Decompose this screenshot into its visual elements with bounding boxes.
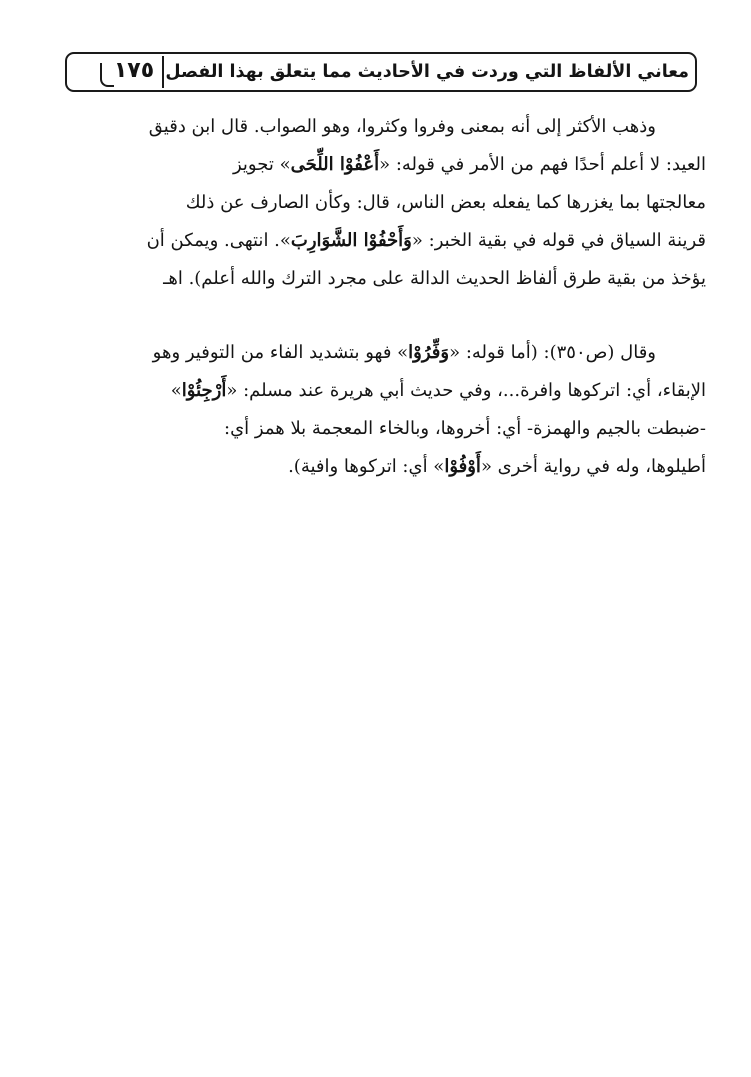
- page-number: ١٧٥: [113, 58, 155, 83]
- hadith-quote: أَعْفُوْا اللِّحَى: [290, 154, 380, 175]
- text-line: وقال (ص٣٥٠): (أما قوله: «وَفِّرُوْا» فهو بتشديد الفاء من التوفير وهو: [152, 342, 656, 363]
- hadith-quote: وَأَحْفُوْا الشَّوَارِبَ: [290, 230, 412, 251]
- hadith-quote: وَفِّرُوْا: [408, 342, 450, 363]
- page-number-ornament: [100, 63, 114, 87]
- text-line: الإبقاء، أي: اتركوها وافرة...، وفي حديث أبي هريرة عند مسلم: «أَرْجِئُوْا»: [170, 380, 706, 401]
- running-header-title: معاني الألفاظ التي وردت في الأحاديث مما يتعلق بهذا الفصل: [165, 62, 689, 82]
- text-line: وذهب الأكثر إلى أنه بمعنى وفروا وكثروا، وهو الصواب. قال ابن دقيق: [148, 116, 656, 137]
- paragraph-2: [74, 334, 706, 504]
- hadith-quote: أَوْفُوْا: [444, 456, 481, 477]
- text-line: قرينة السياق في قوله في بقية الخبر: «وَأَحْفُوْا الشَّوَارِبَ». انتهى. ويمكن أن: [146, 230, 706, 251]
- text-line: يؤخذ من بقية طرق ألفاظ الحديث الدالة على مجرد الترك والله أعلم). اهـ: [163, 268, 706, 289]
- hadith-quote: أَرْجِئُوْا: [181, 380, 227, 401]
- text-line: العيد: لا أعلم أحدًا فهم من الأمر في قوله: «أَعْفُوْا اللِّحَى» تجويز: [232, 154, 706, 175]
- text-line: معالجتها بما يغزرها كما يفعله بعض الناس، قال: وكأن الصارف عن ذلك: [185, 192, 706, 213]
- text-line: أطيلوها، وله في رواية أخرى «أَوْفُوْا» أي: اتركوها وافية).: [288, 456, 706, 477]
- paragraph-1: [74, 108, 706, 318]
- text-line: -ضبطت بالجيم والهمزة- أي: أخروها، وبالخاء المعجمة بلا همز أي:: [224, 418, 706, 439]
